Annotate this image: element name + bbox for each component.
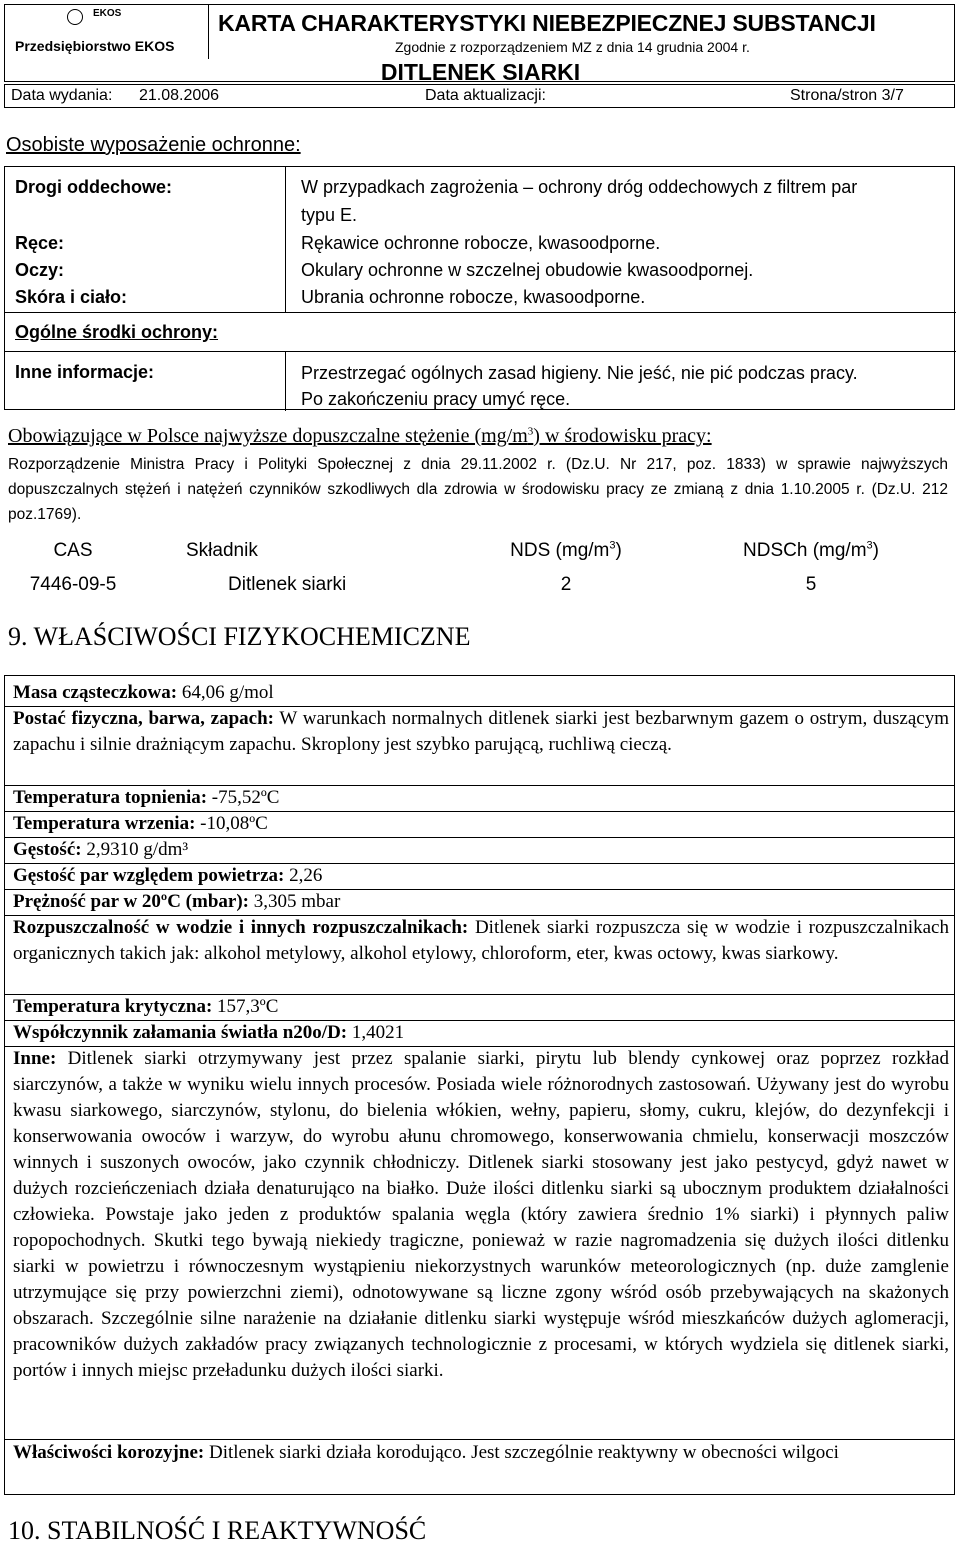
prop-value: Ditlenek siarki działa korodująco. Jest szczególnie reaktywny w obecności wilgoci	[204, 1442, 839, 1463]
cell-component: Ditlenek siarki	[228, 574, 347, 595]
regulation-text: Rozporządzenie Ministra Pracy i Polityki Społecznej z dnia 29.11.2002 r. (Dz.U. Nr 217, poz. 1833) w sprawie najwyższych dopuszczalnych stężeń i natężeń czynników szkodliwych dla zdrowia w środowisku pracy ze zmianą z dnia 1.10.2005 r. (Dz.U. 212 poz.1769).	[8, 456, 948, 523]
nds-heading	[8, 425, 712, 448]
ppe-table	[4, 166, 955, 410]
prop-melting-point	[13, 785, 949, 811]
prop-label: Współczynnik załamania światła n20o/D:	[13, 1022, 348, 1043]
col-component: Składnik	[186, 540, 258, 561]
prop-label: Postać fizyczna, barwa, zapach:	[13, 708, 275, 729]
prop-value: -75,52ºC	[207, 787, 280, 808]
prop-value: 1,4021	[347, 1022, 405, 1043]
superscript: 3	[527, 425, 534, 438]
respiratory-value-cont: typu E.	[301, 205, 358, 225]
prop-label: Masa cząsteczkowa:	[13, 682, 178, 703]
date-line	[4, 84, 955, 108]
col-ndsch-text: NDSCh (mg/m	[743, 540, 867, 561]
general-protection-label: Ogólne środki ochrony:	[15, 322, 219, 342]
page-number: Strona/stron 3/7	[790, 87, 904, 104]
prop-label: Gęstość:	[13, 839, 82, 860]
logo-text: EKOS	[93, 8, 122, 19]
prop-value: 157,3ºC	[212, 996, 279, 1017]
nds-heading-text: Obowiązujące w Polsce najwyższe dopuszczalne stężenie (mg/m	[8, 425, 528, 447]
ppe-heading: Osobiste wyposażenie ochronne:	[6, 134, 301, 156]
respiratory-label: Drogi oddechowe:	[15, 177, 172, 197]
document-title: KARTA CHARAKTERYSTYKI NIEBEZPIECZNEJ SUBSTANCJI	[218, 10, 876, 36]
other-info-value: Przestrzegać ogólnych zasad higieny. Nie jeść, nie pić podczas pracy.	[301, 363, 858, 383]
prop-corrosive	[13, 1440, 949, 1466]
other-info-value-cont: Po zakończeniu pracy umyć ręce.	[301, 389, 571, 409]
prop-other	[13, 1046, 949, 1384]
divider	[285, 167, 286, 312]
col-nds-close: )	[615, 540, 622, 561]
table-row	[8, 568, 946, 602]
product-name: DITLENEK SIARKI	[380, 59, 581, 85]
superscript: 3	[609, 539, 616, 552]
prop-label: Inne:	[13, 1048, 57, 1069]
prop-label: Właściwości korozyjne:	[13, 1442, 205, 1463]
issue-date-label: Data wydania:	[11, 87, 113, 104]
prop-value: Ditlenek siarki otrzymywany jest przez spalanie siarki, pirytu lub blendy cynkowej oraz poprzez rozkład siarczynów, a także w wyniku wielu innych procesów. Posiada wiele różnorodnych zastosowań. Używany jest do wyrobu kwasu siarkowego, siarczynów, stylonu, do bielenia włókien, wełny, papieru, słomy, cukru, klejów, do dezynfekcji i konserwowania owoców i warzyw, do wyrobu ałunu chromowego, konserwowania chmielu, konserwacji moszczów winnych i suszonych owoców, jako czynnik chłodniczy. Ditlenek siarki stosowany jest jako pestycyd, gdyż nawet w dużych rozcieńczeniach działa denaturująco na białko. Duże ilości ditlenku siarki są ubocznym produktem działalności człowieka. Powstaje jako jeden z produktów spalania węgla (który zawiera średnio 1% siarki) i płynnych paliw ropopochodnych. Skutki tego bywają niekiedy tragiczne, ponieważ w razie nagromadzenia się dużych ilości ditlenku siarki w powietrzu i równoczesnym wystąpieniu niekorzystnych warunków meteorologicznych (np. duże zamglenie utrzymujące się przy powierzchni ziemi), odnotowywane są liczne zgony wśród osób przebywających na skażonych obszarach. Szczególnie silne narażenie na działanie ditlenku siarki występuje wśród mieszkańców dużych aglomeracji, pracowników dużych zakładów pracy związanych technologicznie z procesami, w których wydziela się ditlenek siarki, portów i innych miejsc przeładunku dużych ilości siarki.	[13, 1048, 949, 1381]
prop-value: 2,9310 g/dm³	[81, 839, 189, 860]
prop-density	[13, 837, 949, 863]
other-info-label: Inne informacje:	[15, 362, 155, 382]
eyes-label: Oczy:	[15, 260, 65, 280]
prop-label: Prężność par w 20ºC (mbar):	[13, 891, 249, 912]
col-ndsch	[676, 534, 946, 568]
prop-label: Gęstość par względem powietrza:	[13, 865, 285, 886]
cell-ndsch: 5	[805, 574, 817, 595]
update-date-label: Data aktualizacji:	[425, 87, 546, 104]
col-ndsch-close: )	[872, 540, 879, 561]
company-name: Przedsiębiorstwo EKOS	[15, 38, 175, 54]
table-header-row	[8, 534, 946, 568]
skin-label: Skóra i ciało:	[15, 287, 128, 307]
prop-molar-mass	[13, 680, 949, 706]
prop-refraction	[13, 1020, 949, 1046]
prop-value: 2,26	[284, 865, 323, 886]
col-nds-text: NDS (mg/m	[510, 540, 610, 561]
prop-value: -10,08ºC	[195, 813, 268, 834]
section-9-heading: 9. WŁAŚCIWOŚCI FIZYKOCHEMICZNE	[8, 622, 471, 651]
prop-label: Temperatura topnienia:	[13, 787, 208, 808]
prop-value: W warunkach normalnych ditlenek siarki jest bezbarwnym gazem o ostrym, duszącym zapachu i silnie drażniącym zapachu. Skroplony jest szybko parującą, ruchliwą cieczą.	[13, 708, 950, 755]
prop-label: Rozpuszczalność w wodzie i innych rozpuszczalnikach:	[13, 917, 469, 938]
prop-boiling-point	[13, 811, 949, 837]
divider	[285, 351, 286, 411]
prop-value: 64,06 g/mol	[177, 682, 274, 703]
divider	[5, 312, 956, 313]
skin-value: Ubrania ochronne robocze, kwasoodporne.	[301, 287, 646, 307]
prop-label: Temperatura wrzenia:	[13, 813, 196, 834]
prop-label: Temperatura krytyczna:	[13, 996, 213, 1017]
hands-value: Rękawice ochronne robocze, kwasoodporne.	[301, 233, 661, 253]
cell-cas: 7446-09-5	[29, 574, 117, 595]
eyes-value: Okulary ochronne w szczelnej obudowie kwasoodpornej.	[301, 260, 754, 280]
prop-solubility	[13, 915, 949, 967]
nds-heading-text-end: ) w środowisku pracy:	[533, 425, 712, 447]
prop-vapour-pressure	[13, 889, 949, 915]
divider	[5, 351, 956, 352]
prop-physical-form	[13, 706, 949, 758]
logo-cell	[5, 5, 209, 59]
respiratory-value: W przypadkach zagrożenia – ochrony dróg oddechowych z filtrem par	[301, 177, 858, 197]
col-cas: CAS	[53, 540, 93, 561]
issue-date-value: 21.08.2006	[139, 87, 220, 104]
company-logo-icon	[67, 9, 83, 25]
superscript: 3	[866, 539, 873, 552]
col-nds	[456, 534, 676, 568]
prop-critical-temp	[13, 994, 949, 1020]
prop-vapour-density	[13, 863, 949, 889]
nds-table	[8, 534, 946, 602]
document-subtitle: Zgodnie z rozporządzeniem MZ z dnia 14 grudnia 2004 r.	[395, 39, 750, 55]
cell-nds: 2	[560, 574, 572, 595]
properties-box	[4, 675, 955, 1495]
hands-label: Ręce:	[15, 233, 65, 253]
prop-value: Ditlenek siarki rozpuszcza się w wodzie i rozpuszczalnikach organicznych takich jak: alkohol metylowy, alkohol etylowy, chloroform, eter, kwas octowy, kwas siarkowy.	[13, 917, 949, 964]
section-10-heading: 10. STABILNOŚĆ I REAKTYWNOŚĆ	[8, 1516, 427, 1545]
prop-value: 3,305 mbar	[248, 891, 341, 912]
document-header	[4, 4, 955, 85]
